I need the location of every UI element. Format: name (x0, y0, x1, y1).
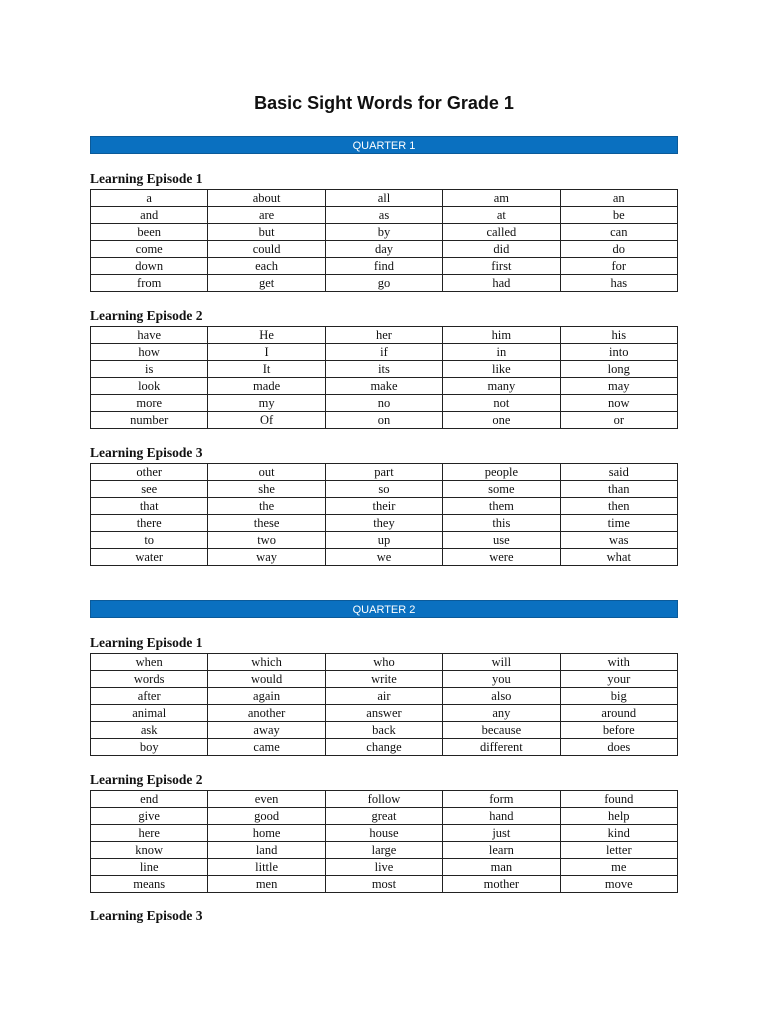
table-row (91, 515, 678, 532)
table-row (91, 859, 678, 876)
word-cell: for (560, 258, 677, 275)
word-cell: go (325, 275, 442, 292)
word-cell: see (91, 481, 208, 498)
table-row (91, 464, 678, 481)
word-cell: even (208, 791, 325, 808)
word-cell: mother (443, 876, 560, 893)
word-cell: means (91, 876, 208, 893)
quarter-2-bar: QUARTER 2 (90, 600, 678, 618)
word-cell: great (325, 808, 442, 825)
word-cell: use (443, 532, 560, 549)
word-cell: she (208, 481, 325, 498)
word-cell: number (91, 412, 208, 429)
table-row (91, 722, 678, 739)
word-cell: also (443, 688, 560, 705)
word-cell: line (91, 859, 208, 876)
word-cell: any (443, 705, 560, 722)
word-cell: who (325, 654, 442, 671)
q2-episode-1-table (90, 653, 678, 756)
table-row (91, 344, 678, 361)
table-row (91, 705, 678, 722)
table-row (91, 327, 678, 344)
word-cell: which (208, 654, 325, 671)
word-cell: words (91, 671, 208, 688)
word-cell: found (560, 791, 677, 808)
quarter-2-header (90, 600, 678, 618)
table-row (91, 481, 678, 498)
word-cell: change (325, 739, 442, 756)
table-row (91, 412, 678, 429)
word-cell: could (208, 241, 325, 258)
table-row (91, 395, 678, 412)
word-cell: said (560, 464, 677, 481)
word-cell: if (325, 344, 442, 361)
word-cell: now (560, 395, 677, 412)
word-cell: down (91, 258, 208, 275)
word-cell: come (91, 241, 208, 258)
word-cell: more (91, 395, 208, 412)
word-cell: away (208, 722, 325, 739)
word-cell: animal (91, 705, 208, 722)
word-cell: you (443, 671, 560, 688)
word-cell: in (443, 344, 560, 361)
table-row (91, 876, 678, 893)
word-cell: his (560, 327, 677, 344)
word-cell: did (443, 241, 560, 258)
word-cell: long (560, 361, 677, 378)
word-cell: give (91, 808, 208, 825)
word-cell: little (208, 859, 325, 876)
word-cell: up (325, 532, 442, 549)
word-cell: came (208, 739, 325, 756)
table-row (91, 275, 678, 292)
word-cell: has (560, 275, 677, 292)
word-cell: just (443, 825, 560, 842)
word-cell: her (325, 327, 442, 344)
word-cell: ask (91, 722, 208, 739)
word-cell: here (91, 825, 208, 842)
word-cell: part (325, 464, 442, 481)
word-cell: we (325, 549, 442, 566)
table-row (91, 688, 678, 705)
word-cell: from (91, 275, 208, 292)
table-row (91, 842, 678, 859)
word-cell: water (91, 549, 208, 566)
word-cell: but (208, 224, 325, 241)
word-cell: does (560, 739, 677, 756)
quarter-1-header (90, 136, 678, 154)
word-cell: was (560, 532, 677, 549)
word-cell: I (208, 344, 325, 361)
word-cell: the (208, 498, 325, 515)
word-cell: what (560, 549, 677, 566)
q2-episode-2-table (90, 790, 678, 893)
word-cell: get (208, 275, 325, 292)
word-cell: two (208, 532, 325, 549)
q2-episode-1-label: Learning Episode 1 (90, 635, 203, 650)
word-cell: hand (443, 808, 560, 825)
table-row (91, 207, 678, 224)
word-cell: this (443, 515, 560, 532)
table-row (91, 498, 678, 515)
word-cell: people (443, 464, 560, 481)
word-cell: way (208, 549, 325, 566)
table-row (91, 224, 678, 241)
word-cell: Of (208, 412, 325, 429)
word-cell: by (325, 224, 442, 241)
word-cell: and (91, 207, 208, 224)
word-cell: good (208, 808, 325, 825)
word-cell: letter (560, 842, 677, 859)
word-cell: answer (325, 705, 442, 722)
word-cell: live (325, 859, 442, 876)
table-row (91, 549, 678, 566)
word-cell: that (91, 498, 208, 515)
word-cell: make (325, 378, 442, 395)
word-cell: me (560, 859, 677, 876)
word-cell: on (325, 412, 442, 429)
word-cell: been (91, 224, 208, 241)
table-row (91, 190, 678, 207)
word-cell: form (443, 791, 560, 808)
table-row (91, 378, 678, 395)
word-cell: is (91, 361, 208, 378)
word-cell: to (91, 532, 208, 549)
word-cell: other (91, 464, 208, 481)
q1-episode-1-label: Learning Episode 1 (90, 171, 203, 186)
word-cell: with (560, 654, 677, 671)
word-cell: help (560, 808, 677, 825)
table-row (91, 654, 678, 671)
word-cell: each (208, 258, 325, 275)
q1-episode-2-label: Learning Episode 2 (90, 308, 203, 323)
word-cell: large (325, 842, 442, 859)
word-cell: most (325, 876, 442, 893)
word-cell: as (325, 207, 442, 224)
word-cell: kind (560, 825, 677, 842)
word-cell: day (325, 241, 442, 258)
word-cell: different (443, 739, 560, 756)
word-cell: will (443, 654, 560, 671)
word-cell: because (443, 722, 560, 739)
quarter-1-bar: QUARTER 1 (90, 136, 678, 154)
word-cell: made (208, 378, 325, 395)
word-cell: have (91, 327, 208, 344)
word-cell: am (443, 190, 560, 207)
word-cell: into (560, 344, 677, 361)
word-cell: like (443, 361, 560, 378)
word-cell: look (91, 378, 208, 395)
word-cell: He (208, 327, 325, 344)
word-cell: so (325, 481, 442, 498)
word-cell: were (443, 549, 560, 566)
word-cell: a (91, 190, 208, 207)
word-cell: than (560, 481, 677, 498)
word-cell: how (91, 344, 208, 361)
table-row (91, 739, 678, 756)
word-cell: its (325, 361, 442, 378)
word-cell: move (560, 876, 677, 893)
table-row (91, 791, 678, 808)
word-cell: called (443, 224, 560, 241)
word-cell: many (443, 378, 560, 395)
page-title: Basic Sight Words for Grade 1 (254, 93, 514, 113)
word-cell: first (443, 258, 560, 275)
word-cell: follow (325, 791, 442, 808)
word-cell: do (560, 241, 677, 258)
word-cell: their (325, 498, 442, 515)
table-row (91, 241, 678, 258)
word-cell: them (443, 498, 560, 515)
word-cell: him (443, 327, 560, 344)
table-row (91, 258, 678, 275)
word-cell: are (208, 207, 325, 224)
word-cell: again (208, 688, 325, 705)
word-cell: find (325, 258, 442, 275)
word-cell: my (208, 395, 325, 412)
word-cell: no (325, 395, 442, 412)
word-cell: about (208, 190, 325, 207)
word-cell: one (443, 412, 560, 429)
word-cell: around (560, 705, 677, 722)
table-row (91, 361, 678, 378)
word-cell: back (325, 722, 442, 739)
word-cell: end (91, 791, 208, 808)
table-row (91, 532, 678, 549)
word-cell: an (560, 190, 677, 207)
word-cell: big (560, 688, 677, 705)
word-cell: your (560, 671, 677, 688)
word-cell: air (325, 688, 442, 705)
word-cell: after (91, 688, 208, 705)
word-cell: another (208, 705, 325, 722)
table-row (91, 671, 678, 688)
word-cell: before (560, 722, 677, 739)
word-cell: write (325, 671, 442, 688)
word-cell: land (208, 842, 325, 859)
word-cell: be (560, 207, 677, 224)
word-cell: home (208, 825, 325, 842)
word-cell: It (208, 361, 325, 378)
word-cell: there (91, 515, 208, 532)
word-cell: not (443, 395, 560, 412)
q1-episode-2-table (90, 326, 678, 429)
table-row (91, 825, 678, 842)
word-cell: some (443, 481, 560, 498)
word-cell: all (325, 190, 442, 207)
word-cell: time (560, 515, 677, 532)
word-cell: at (443, 207, 560, 224)
word-cell: would (208, 671, 325, 688)
word-cell: boy (91, 739, 208, 756)
word-cell: they (325, 515, 442, 532)
word-cell: know (91, 842, 208, 859)
word-cell: then (560, 498, 677, 515)
word-cell: these (208, 515, 325, 532)
word-cell: house (325, 825, 442, 842)
word-cell: had (443, 275, 560, 292)
word-cell: can (560, 224, 677, 241)
word-cell: men (208, 876, 325, 893)
q1-episode-1-table (90, 189, 678, 292)
table-row (91, 808, 678, 825)
q1-episode-3-label: Learning Episode 3 (90, 445, 203, 460)
word-cell: when (91, 654, 208, 671)
q1-episode-3-table (90, 463, 678, 566)
word-cell: or (560, 412, 677, 429)
word-cell: learn (443, 842, 560, 859)
word-cell: may (560, 378, 677, 395)
q2-episode-3-label: Learning Episode 3 (90, 908, 203, 923)
q2-episode-2-label: Learning Episode 2 (90, 772, 203, 787)
word-cell: man (443, 859, 560, 876)
word-cell: out (208, 464, 325, 481)
